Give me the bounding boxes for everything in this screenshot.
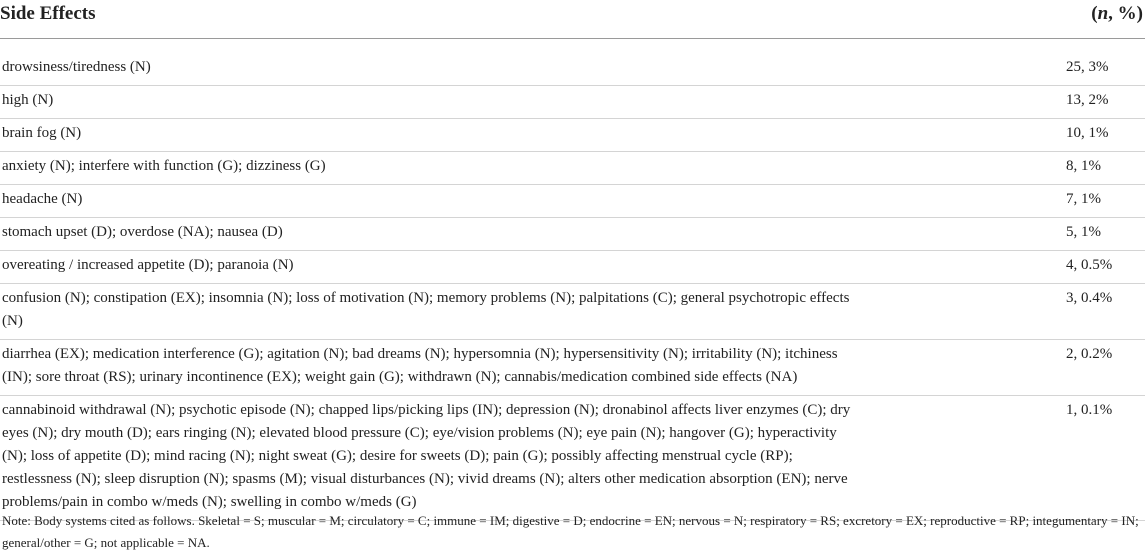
count-percent-cell: 4, 0.5% <box>1066 257 1113 273</box>
side-effect-cell: anxiety (N); interfere with function (G); dizziness (G) <box>2 158 326 174</box>
count-percent-cell: 10, 1% <box>1066 125 1109 141</box>
table-row <box>0 396 1145 521</box>
table-row <box>0 152 1145 185</box>
count-percent-cell: 13, 2% <box>1066 92 1109 108</box>
table-row <box>0 185 1145 218</box>
table-row <box>0 86 1145 119</box>
table-row <box>0 251 1145 284</box>
table-row <box>0 340 1145 396</box>
side-effect-cell: diarrhea (EX); medication interference (G); agitation (N); bad dreams (N); hypersomnia (N); hypersensitivity (N); irritability (N); itchiness (IN); sore throat (RS); urinary incontinence (EX); weight gain (G); withdrawn (N); cannabis/medication combined side effects (NA) <box>2 346 838 385</box>
side-effect-cell: confusion (N); constipation (EX); insomnia (N); loss of motivation (N); memory problems (N); palpitations (C); general psychotropic effects (N) <box>2 290 850 329</box>
side-effect-cell: drowsiness/tiredness (N) <box>2 59 151 75</box>
count-percent-cell: 1, 0.1% <box>1066 402 1113 418</box>
count-percent-cell: 5, 1% <box>1066 224 1101 240</box>
count-percent-cell: 2, 0.2% <box>1066 346 1113 362</box>
side-effect-cell: cannabinoid withdrawal (N); psychotic episode (N); chapped lips/picking lips (IN); depression (N); dronabinol affects liver enzymes (C); dry eyes (N); dry mouth (D); ears ringing (N); elevated blood pressure (C); eye/vision problems (N); eye pain (N); hangover (G); hyperactivity (N); loss of appetite (D); mind racing (N); night sweat (G); desire for sweets (D); pain (G); possibly affecting menstrual cycle (RP); restlessness (N); sleep disruption (N); spasms (M); visual disturbances (N); vivid dreams (N); alters other medication absorption (EN); nerve problems/pain in combo w/meds (N); swelling in combo w/meds (G) <box>2 402 851 510</box>
count-percent-cell: 25, 3% <box>1066 59 1109 75</box>
count-percent-cell: 3, 0.4% <box>1066 290 1113 306</box>
table-footnote: Note: Body systems cited as follows. Skeletal = S; muscular = M; circulatory = C; immune = IM; digestive = D; endocrine = EN; nervous = N; respiratory = RS; excretory = EX; reproductive = RP; integumentary = IN; general/other = G; not applicable = NA. <box>2 513 1139 550</box>
side-effect-cell: headache (N) <box>2 191 83 207</box>
table-row <box>0 119 1145 152</box>
column-header-n-open: ( <box>1091 3 1098 24</box>
column-header-n-italic: n <box>1097 3 1109 24</box>
table-row <box>0 53 1145 86</box>
side-effect-cell: high (N) <box>2 92 54 108</box>
table-row <box>0 284 1145 340</box>
count-percent-cell: 7, 1% <box>1066 191 1101 207</box>
table-body <box>0 53 1145 521</box>
column-header-n-rest: , %) <box>1108 3 1143 24</box>
table-row <box>0 218 1145 251</box>
column-header-side-effects: Side Effects <box>0 3 96 24</box>
column-header-n-percent <box>1091 3 1143 25</box>
side-effect-cell: brain fog (N) <box>2 125 82 141</box>
count-percent-cell: 8, 1% <box>1066 158 1101 174</box>
table-header <box>0 0 1145 39</box>
side-effect-cell: stomach upset (D); overdose (NA); nausea (D) <box>2 224 283 240</box>
side-effect-cell: overeating / increased appetite (D); paranoia (N) <box>2 257 294 273</box>
